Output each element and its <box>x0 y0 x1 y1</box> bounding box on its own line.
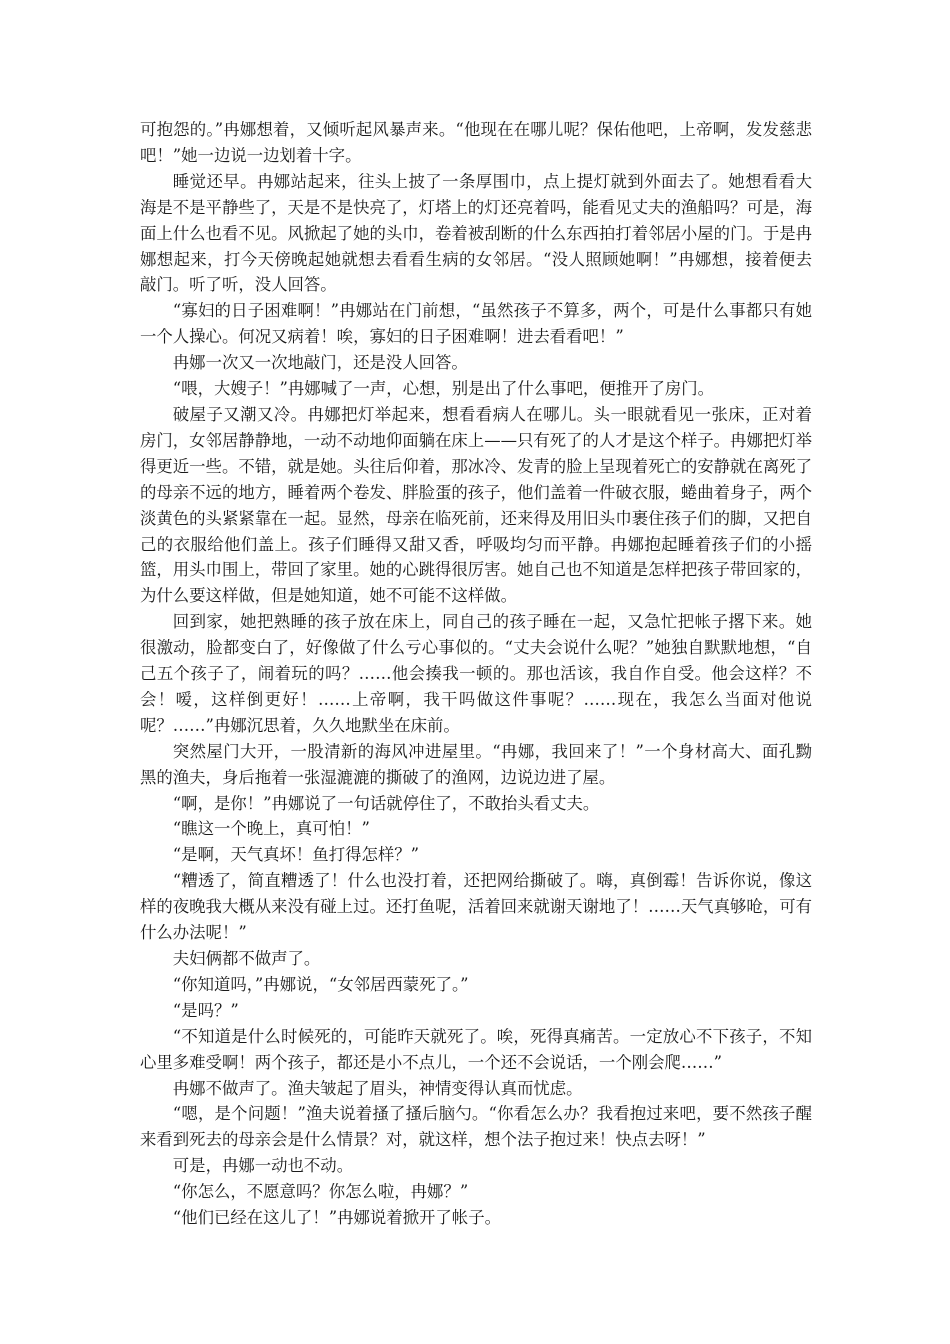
paragraph: 突然屋门大开，一股清新的海风冲进屋里。“冉娜，我回来了！”一个身材高大、面孔黝黑的渔夫，身后拖着一张湿漉漉的撕破了的渔网，边说边进了屋。 <box>140 741 812 787</box>
paragraph: 可抱怨的。”冉娜想着，又倾听起风暴声来。“他现在在哪儿呢？保佑他吧，上帝啊，发发慈悲吧！”她一边说一边划着十字。 <box>140 120 812 165</box>
paragraph: “嗯，是个问题！”渔夫说着搔了搔后脑勺。“你看怎么办？我看抱过来吧，要不然孩子醒来看到死去的母亲会是什么情景？对，就这样，想个法子抱过来！快点去呀！” <box>140 1104 812 1150</box>
paragraph: 回到家，她把熟睡的孩子放在床上，同自己的孩子睡在一起，又急忙把帐子撂下来。她很激动，脸都变白了，好像做了什么亏心事似的。“丈夫会说什么呢？”她独自默默地想，“自己五个孩子了，闹着玩的吗？……他会揍我一顿的。那也活该，我自作自受。他会这样？不会！嗳，这样倒更好！……上帝啊，我干吗做这件事呢？……现在，我怎么当面对他说呢？……”冉娜沉思着，久久地默坐在床前。 <box>140 612 812 735</box>
paragraph: “不知道是什么时候死的，可能昨天就死了。唉，死得真痛苦。一定放心不下孩子，不知心里多难受啊！两个孩子，都还是小不点儿，一个还不会说话，一个刚会爬……” <box>140 1026 812 1072</box>
paragraph: “糟透了，简直糟透了！什么也没打着，还把网给撕破了。嗨，真倒霉！告诉你说，像这样的夜晚我大概从来没有碰上过。还打鱼呢，活着回来就谢天谢地了！……天气真够呛，可有什么办法呢！” <box>140 871 813 943</box>
paragraph: “是啊，天气真坏！鱼打得怎样？” <box>172 845 420 865</box>
paragraph: “喂，大嫂子！”冉娜喊了一声，心想，别是出了什么事吧，便推开了房门。 <box>172 379 715 399</box>
paragraph: “是吗？” <box>172 1000 239 1020</box>
paragraph: 夫妇俩都不做声了。 <box>172 949 321 968</box>
paragraph: “你知道吗，”冉娜说，“女邻居西蒙死了。” <box>172 974 469 994</box>
paragraph: “啊，是你！”冉娜说了一句话就停住了，不敢抬头看丈夫。 <box>172 793 600 813</box>
paragraph: 冉娜不做声了。渔夫皱起了眉头，神情变得认真而忧虑。 <box>172 1078 583 1098</box>
paragraph: “寡妇的日子困难啊！”冉娜站在门前想，“虽然孩子不算多，两个，可是什么事都只有她一个人操心。何况又病着！唉，寡妇的日子困难啊！进去看看吧！” <box>140 301 812 347</box>
paragraph: “他们已经在这儿了！”冉娜说着掀开了帐子。 <box>172 1208 501 1228</box>
paragraph: 冉娜一次又一次地敲门，还是没人回答。 <box>172 353 468 373</box>
paragraph: “你怎么，不愿意吗？你怎么啦，冉娜？” <box>172 1182 469 1202</box>
paragraph: 睡觉还早。冉娜站起来，往头上披了一条厚围巾，点上提灯就到外面去了。她想看看大海是不是平静些了，天是不是快亮了，灯塔上的灯还亮着吗，能看见丈夫的渔船吗？可是，海面上什么也看不见。风掀起了她的头巾，卷着被刮断的什么东西拍打着邻居小屋的门。于是冉娜想起来，打今天傍晚起她就想去看看生病的女邻居。“没人照顾她啊！”冉娜想，接着便去敲门。听了听，没人回答。 <box>140 171 813 295</box>
paragraph: “瞧这一个晚上，真可怕！” <box>172 819 370 839</box>
paragraph: 可是，冉娜一动也不动。 <box>172 1156 354 1176</box>
paragraph: 破屋子又潮又冷。冉娜把灯举起来，想看看病人在哪儿。头一眼就看见一张床，正对着房门，女邻居静静地，一动不动地仰面躺在床上——只有死了的人才是这个样子。冉娜把灯举得更近一些。不错，就是她。头往后仰着，那冰冷、发青的脸上呈现着死亡的安静就在离死了的母亲不远的地方，睡着两个卷发、胖脸蛋的孩子，他们盖着一件破衣服，蜷曲着身子，两个淡黄色的头紧紧靠在一起。显然，母亲在临死前，还来得及用旧头巾裹住孩子们的脚，又把自己的衣服给他们盖上。孩子们睡得又甜又香，呼吸均匀而平静。冉娜抱起睡着孩子们的小摇篮，用头巾围上，带回了家里。她的心跳得很厉害。她自己也不知道是怎样把孩子带回家的，为什么要这样做，但是她知道，她不可能不这样做。 <box>140 404 813 606</box>
story-text <box>140 117 812 1231</box>
